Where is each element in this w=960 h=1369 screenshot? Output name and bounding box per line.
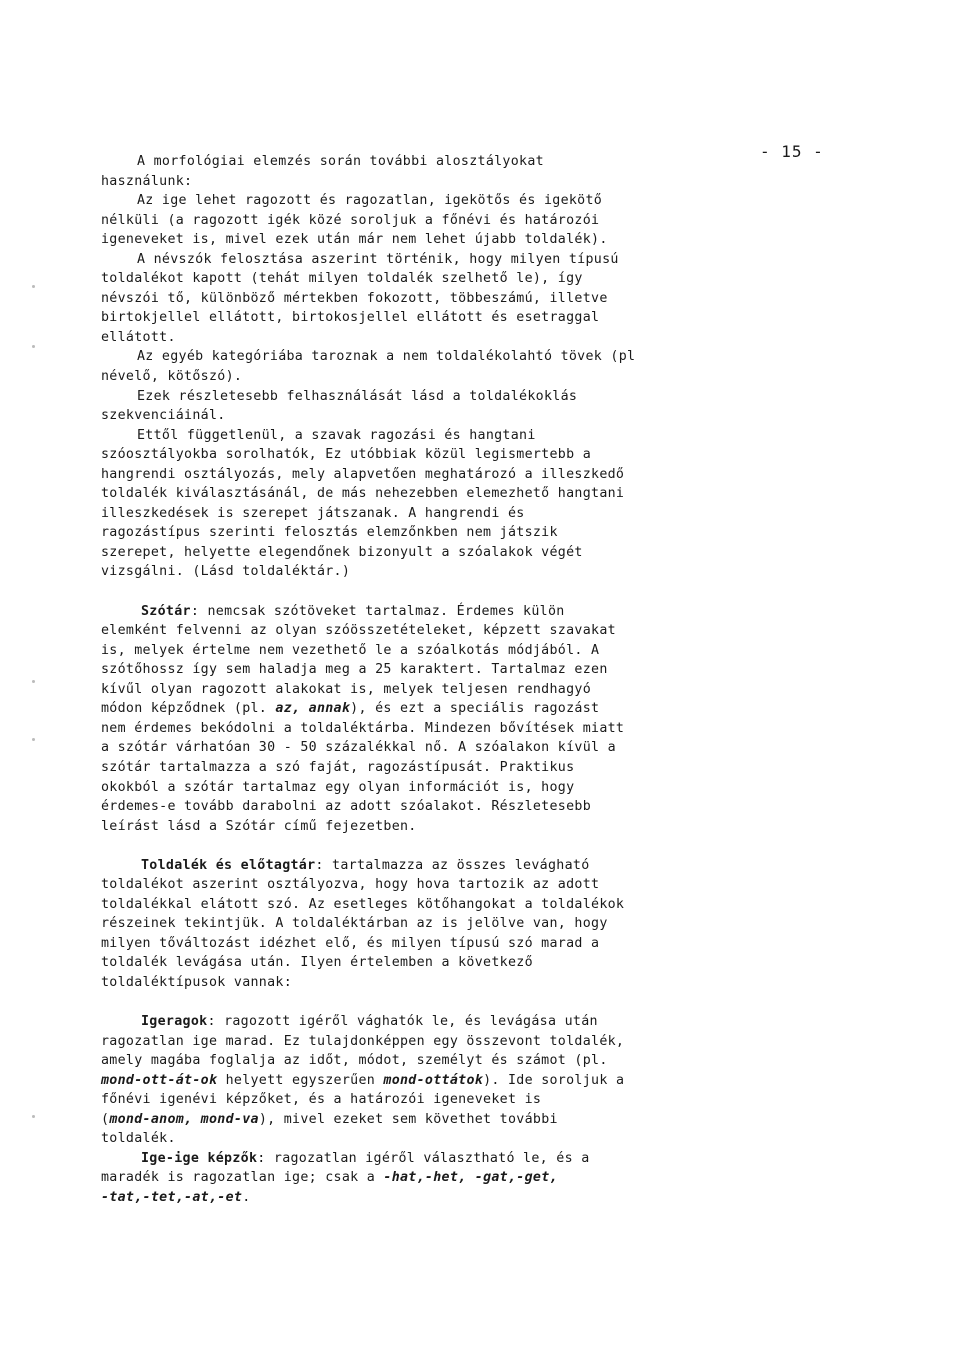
text-line: toldalékot kapott (tehát milyen toldalék szelhető le), így xyxy=(101,271,583,287)
text-line: Ezek részletesebb felhasználását lásd a toldalékoklás xyxy=(137,388,578,404)
text-line: szekvenciáinál. xyxy=(101,408,226,424)
text-line: leírást lásd a Szótár című fejezetben. xyxy=(101,818,417,834)
example-word: -gat,-get, xyxy=(474,1170,558,1186)
text-line: névelő, kötőszó). xyxy=(101,369,243,385)
szotar-section xyxy=(101,602,723,837)
text-line: toldalékot aszerint osztályozva, hogy hova tartozik az adott xyxy=(101,877,600,893)
example-word: mond-anom, mond-va xyxy=(109,1111,259,1127)
text-line: főnévi igenévi képzőket, és a határozói igeneveket is xyxy=(101,1092,542,1108)
text-line: toldalékkal elátott szó. Az esetleges kötőhangokat a toldalékok xyxy=(101,896,625,912)
text-line: elemként felvenni az olyan szóösszetételeket, képzett szavakat xyxy=(101,623,616,639)
text-line: nem érdemes bekódolni a toldaléktárba. Mindezen bővítések miatt xyxy=(101,720,625,736)
example-word: mond-ottátok xyxy=(383,1072,484,1088)
section-heading: Szótár xyxy=(141,603,191,619)
text-line: Toldalék és előtagtár: tartalmazza az összes levágható xyxy=(141,857,590,873)
text-line: A névszók felosztása aszerint történik, hogy milyen típusú xyxy=(137,251,619,267)
text-line: nélküli (a ragozott igék közé soroljuk a főnévi és határozói xyxy=(101,212,600,228)
text-line: Szótár: nemcsak szótöveket tartalmaz. Érdemes külön xyxy=(141,603,565,619)
text-line: birtokjellel ellátott, birtokosjellel ellátott és esetraggal xyxy=(101,310,600,326)
margin-speck xyxy=(32,345,35,348)
margin-speck xyxy=(32,738,35,741)
text-line: a szótár várhatóan 30 - 50 százalékkal nő. A szóalakon kívül a xyxy=(101,740,616,756)
intro-section xyxy=(101,152,723,582)
text-line: (mond-anom, mond-va), mivel ezeket sem követhet további xyxy=(101,1111,558,1127)
text-line: hangrendi osztályozás, mely alapvetően meghatározó a illeszkedő xyxy=(101,466,625,482)
section-heading: Ige-ige képzők xyxy=(141,1150,258,1166)
text-line: toldalék. xyxy=(101,1131,176,1147)
text-line: toldaléktípusok vannak: xyxy=(101,974,293,990)
text-line: A morfológiai elemzés során további alosztályokat xyxy=(137,154,544,169)
toldalektar-section xyxy=(101,856,723,993)
margin-speck xyxy=(32,285,35,288)
text-line: szótár tartalmazza a szó faját, ragozástípusát. Praktikus xyxy=(101,759,575,775)
example-word: az, annak xyxy=(275,701,351,717)
text-line: szóosztályokba sorolhatók, Ez utóbbiak közül legismertebb a xyxy=(101,447,592,463)
text-line: Az ige lehet ragozott és ragozatlan, igekötős és igekötő xyxy=(137,193,603,209)
text-line: részeinek tekintjük. A toldaléktárban az is jelölve van, hogy xyxy=(101,916,608,932)
text-line: ragozatlan ige marad. Ez tulajdonképpen egy összevont toldalék, xyxy=(101,1033,625,1049)
text-line: vizsgálni. (Lásd toldaléktár.) xyxy=(101,564,351,580)
text-line: ellátott. xyxy=(101,329,176,345)
text-line: -tat,-tet,-at,-et. xyxy=(101,1189,251,1205)
text-line: illeszkedések is szerepet játszanak. A hangrendi és xyxy=(101,505,525,521)
text-line: Ettől függetlenül, a szavak ragozási és hangtani xyxy=(137,427,536,443)
text-line: szótőhossz így sem haladja meg a 25 karaktert. Tartalmaz ezen xyxy=(101,662,608,678)
margin-speck xyxy=(32,680,35,683)
page-number: - 15 - xyxy=(760,142,824,161)
example-word: -hat,-het, xyxy=(383,1170,467,1186)
text-line: Igeragok: ragozott igéről vághatók le, és levágása után xyxy=(141,1014,598,1030)
text-line: maradék is ragozatlan ige; csak a -hat,-het, -gat,-get, xyxy=(101,1170,558,1186)
ige-ige-kepzok-section xyxy=(101,1149,723,1208)
margin-speck xyxy=(32,1115,35,1118)
section-heading: Igeragok xyxy=(141,1014,208,1030)
text-line: toldalék levágása után. Ilyen értelemben a következő xyxy=(101,955,533,971)
text-line: névszói tő, különböző mértekben fokozott, többeszámú, illetve xyxy=(101,290,608,306)
text-line: módon képződnek (pl. az, annak), és ezt a speciális ragozást xyxy=(101,701,600,717)
text-line: toldalék kiválasztásánál, de más nehezebben elemezhető hangtani xyxy=(101,486,625,502)
document-body xyxy=(101,152,723,1208)
text-line: ragozástípus szerinti felosztás elemzőnkben nem játszik xyxy=(101,525,558,541)
section-heading: Toldalék és előtagtár xyxy=(141,857,316,873)
text-line: milyen tőváltozást idézhet elő, és milyen típusú szó marad a xyxy=(101,935,600,951)
text-line: mond-ott-át-ok helyett egyszerűen mond-ottátok). Ide soroljuk a xyxy=(101,1072,625,1088)
igeragok-section xyxy=(101,1012,723,1149)
text-line: kívűl olyan ragozott alakokat is, melyek teljesen rendhagyó xyxy=(101,681,592,697)
text-line: igeneveket is, mivel ezek után már nem lehet újabb toldalék). xyxy=(101,232,608,248)
text-line: érdemes-e tovább darabolni az adott szóalakot. Részletesebb xyxy=(101,799,592,815)
text-line: szerepet, helyette elegendőnek bizonyult a szóalakok végét xyxy=(101,544,583,560)
example-word: mond-ott-át-ok xyxy=(101,1072,218,1088)
text-line: Az egyéb kategóriába taroznak a nem toldalékolahtó tövek (pl xyxy=(137,349,636,365)
example-word: -tat,-tet,-at,-et xyxy=(101,1189,243,1205)
text-line: amely magába foglalja az időt, módot, személyt és számot (pl. xyxy=(101,1053,608,1069)
text-line: is, melyek értelme nem vezethető le a szóalkotás módjából. A xyxy=(101,642,600,658)
text-line: okokból a szótár tartalmaz egy olyan információt is, hogy xyxy=(101,779,575,795)
text-line: Ige-ige képzők: ragozatlan igéről választható le, és a xyxy=(141,1150,590,1166)
text-line: használunk: xyxy=(101,173,193,189)
